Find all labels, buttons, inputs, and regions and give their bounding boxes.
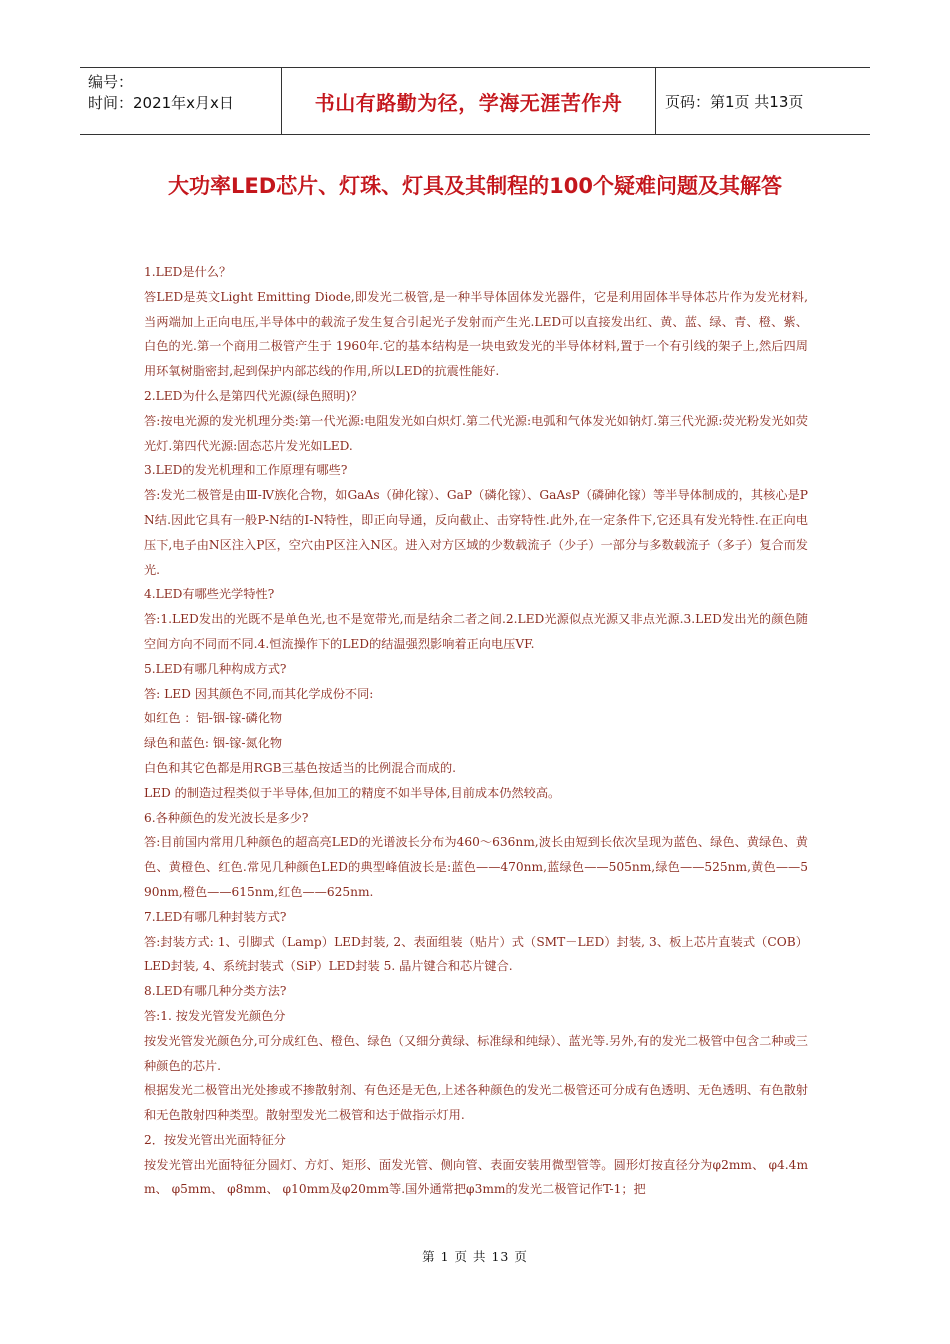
page-info: 页码：第1页 共13页 — [665, 92, 804, 111]
paragraph: LED 的制造过程类似于半导体,但加工的精度不如半导体,目前成本仍然较高。 — [144, 785, 561, 800]
paragraph: 答:目前国内常用几种颜色的超高亮LED的光谱波长分布为460～636nm,波长由短到长依次呈现为蓝色、绿色、黄绿色、黄色、黄橙色、红色.常见几种颜色LED的典型峰值波长是:蓝色——470nm,蓝绿色——505nm,绿色——525nm,黄色——590nm,橙色——615nm,红色——625nm. — [144, 835, 808, 899]
paragraph: 答:按电光源的发光机理分类:第一代光源:电阻发光如白炽灯.第二代光源:电弧和气体发光如钠灯.第三代光源:荧光粉发光如荧光灯.第四代光源:固态芯片发光如LED. — [144, 413, 808, 453]
paragraph: 按发光管出光面特征分圆灯、方灯、矩形、面发光管、侧向管、表面安装用微型管等。圆形灯按直径分为φ2mm、 φ4.4mm、 φ5mm、 φ8mm、 φ10mm及φ20mm等.国外通常把φ3mm的发光二极管记作T-1；把 — [144, 1157, 808, 1197]
paragraph: 答:发光二极管是由Ⅲ-Ⅳ族化合物，如GaAs（砷化镓）、GaP（磷化镓）、GaAsP（磷砷化镓）等半导体制成的，其核心是PN结.因此它具有一般P-N结的I-N特性，即正向导通，反向截止、击穿特性.此外,在一定条件下,它还具有发光特性.在正向电压下,电子由N区注入P区，空穴由P区注入N区。进入对方区域的少数载流子（少子）一部分与多数载流子（多子）复合而发光. — [144, 488, 808, 577]
paragraph: 答:1. 按发光管发光颜色分 — [144, 1008, 286, 1023]
document-body — [144, 260, 808, 1202]
page-footer: 第 1 页 共 13 页 — [422, 1249, 528, 1264]
paragraph: 3.LED的发光机理和工作原理有哪些? — [144, 463, 348, 478]
motto: 书山有路勤为径，学海无涯苦作舟 — [314, 90, 623, 115]
paragraph: 绿色和蓝色: 铟-镓-氮化物 — [144, 736, 283, 751]
document-title: 大功率LED芯片、灯珠、灯具及其制程的100个疑难问题及其解答 — [168, 174, 782, 198]
paragraph: 根据发光二极管出光处掺或不掺散射剂、有色还是无色,上述各种颜色的发光二极管还可分成有色透明、无色透明、有色散射和无色散射四种类型。散射型发光二极管和达于做指示灯用. — [144, 1083, 808, 1123]
paragraph: 答: LED 因其颜色不同,而其化学成份不同: — [144, 686, 374, 701]
paragraph: 2．按发光管出光面特征分 — [144, 1132, 286, 1147]
paragraph: 6.各种颜色的发光波长是多少? — [144, 810, 309, 825]
header-motto-cell — [282, 68, 656, 134]
paragraph: 答:1.LED发出的光既不是单色光,也不是宽带光,而是结余二者之间.2.LED光源似点光源又非点光源.3.LED发出光的颜色随空间方向不同而不同.4.恒流操作下的LED的结温强烈影响着正向电压VF. — [144, 612, 808, 651]
paragraph: 如红色 ：铝-铟-镓-磷化物 — [144, 711, 283, 726]
number-label: 编号： — [88, 73, 134, 91]
header-meta — [80, 68, 282, 134]
paragraph: 7.LED有哪几种封装方式? — [144, 909, 287, 924]
header-table — [80, 67, 870, 135]
paragraph: 8.LED有哪几种分类方法? — [144, 984, 287, 999]
paragraph: 2.LED为什么是第四代光源(绿色照明)？ — [144, 388, 363, 403]
paragraph: 答LED是英文Light Emitting Diode,即发光二极管,是一种半导体固体发光器件，它是利用固体半导体芯片作为发光材料,当两端加上正向电压,半导体中的载流子发生复合引起光子发射而产生光.LED可以直接发出红、黄、蓝、绿、青、橙、紫、白色的光.第一个商用二极管产生于 1960年.它的基本结构是一块电致发光的半导体材料,置于一个有引线的架子上,然后四周用环氧树脂密封,起到保护内部芯线的作用,所以LED的抗震性能好. — [144, 289, 808, 379]
paragraph: 1.LED是什么？ — [144, 265, 232, 279]
time-label: 时间：2021年x月x日 — [88, 94, 234, 112]
paragraph: 4.LED有哪些光学特性? — [144, 587, 275, 602]
paragraph: 5.LED有哪几种构成方式? — [144, 661, 287, 676]
paragraph: 按发光管发光颜色分,可分成红色、橙色、绿色（又细分黄绿、标准绿和纯绿）、蓝光等.另外,有的发光二极管中包含二种或三种颜色的芯片. — [144, 1033, 808, 1073]
paragraph: 白色和其它色都是用RGB三基色按适当的比例混合而成的. — [144, 760, 457, 775]
paragraph: 答:封装方式: 1、引脚式（Lamp）LED封装, 2、表面组装（贴片）式（SMT－LED）封装, 3、板上芯片直装式（COB）LED封装, 4、系统封装式（SiP）LED封装 5. 晶片键合和芯片键合. — [144, 934, 808, 974]
